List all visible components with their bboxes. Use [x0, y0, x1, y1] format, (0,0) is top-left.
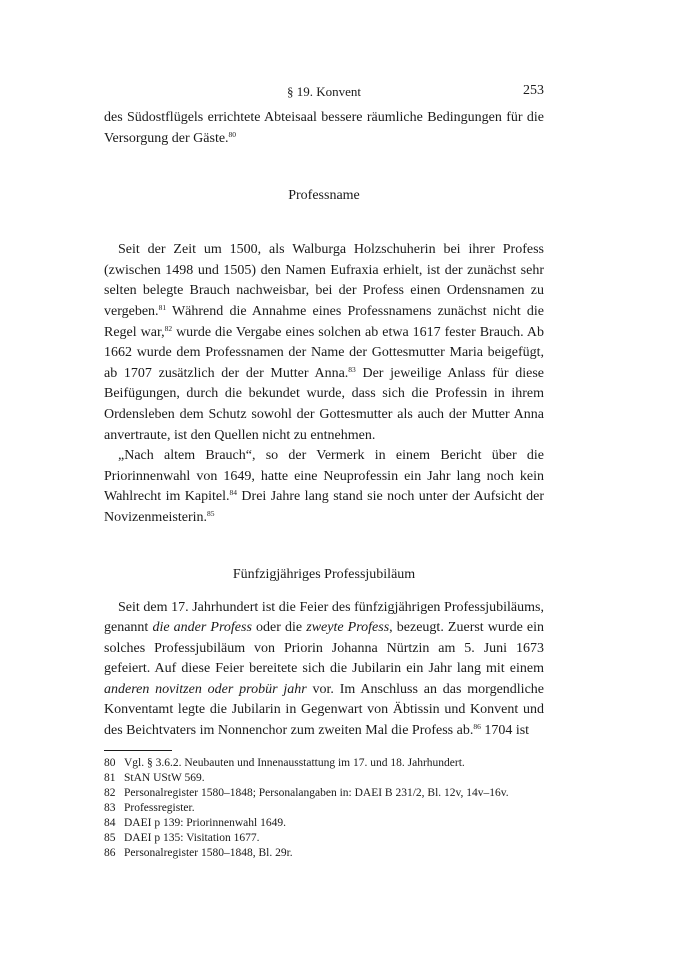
footnote-ref: 84 [229, 488, 238, 498]
text-run: wurde die Vergabe eines solchen ab etwa 1617 fester Brauch. Ab 1662 wurde dem Professnamen der Name der Gottesmutter Maria beigefügt, ab 1707 zusätzlich der der Mutter Anna. [104, 324, 544, 381]
footnote-text: Personalregister 1580–1848, Bl. 29r. [124, 847, 293, 860]
footnote [104, 816, 544, 831]
footnote-text: DAEI p 135: Visitation 1677. [124, 832, 260, 845]
footnote [104, 801, 544, 816]
footnote-text: Vgl. § 3.6.2. Neubauten und Innenausstattung im 17. und 18. Jahrhundert. [124, 756, 465, 769]
running-title: § 19. Konvent [286, 84, 362, 99]
section-heading-professname: Professname [288, 188, 360, 204]
footnote-number: 80 [104, 756, 116, 769]
text-run: Seit der Zeit um 1500, als Walburga Holzschuherin bei ihrer Profess (zwischen 1498 und 1505) den Namen Eufraxia erhielt, ist der zunächst sehr selten belegte Brauch nachweisbar, bei der Profess einen Ordensnamen zu vergeben. [104, 242, 544, 319]
footnote-number: 84 [104, 817, 116, 830]
footnote-number: 81 [104, 771, 116, 784]
footnote-ref: 80 [228, 129, 237, 139]
footnote-number: 85 [104, 832, 116, 845]
running-header [104, 80, 544, 102]
footnote [104, 771, 544, 786]
book-page [104, 80, 544, 861]
text-run: Während die Annahme eines Professnamens zunächst nicht die Regel war, [104, 303, 544, 340]
text-run: oder die [251, 620, 307, 636]
footnote-text: DAEI p 139: Priorinnenwahl 1649. [124, 817, 286, 830]
footnote-ref: 85 [207, 508, 215, 518]
text-run: Der jeweilige Anlass für diese Beifügungen, durch die bekundet wurde, dass sich die Professin in ihrem Ordensleben dem Schutz sowohl der Gottesmutter als auch der Mutter Anna anvertraute, ist den Quellen nicht zu entnehmen. [104, 365, 544, 443]
text-run: 1704 ist [480, 723, 530, 739]
footnote-number: 82 [104, 786, 116, 799]
paragraph-professname-2 [104, 446, 544, 528]
footnote-text: Professregister. [124, 801, 195, 814]
footnote-number: 86 [104, 847, 116, 860]
footnote-ref: 83 [348, 364, 356, 374]
footnote-number: 83 [104, 801, 116, 814]
footnotes [104, 756, 544, 862]
text-run: „Nach altem Brauch“, so der Vermerk in einem Bericht über die Priorinnenwahl von 1649, hatte eine Neuprofessin ein Jahr lang noch kein Wahlrecht im Kapitel. [104, 448, 544, 505]
footnote [104, 846, 544, 861]
italic-quote: die ander Profess [152, 620, 252, 636]
footnote-ref: 82 [164, 323, 173, 333]
footnote [104, 786, 544, 801]
intro-paragraph [104, 108, 544, 149]
page-number: 253 [523, 83, 544, 98]
footnote-text: StAN UStW 569. [124, 771, 205, 784]
text-run: , bezeugt. Zuerst wurde ein solches Professjubiläum von Priorin Johanna Nürtzin am 5. Juni 1673 gefeiert. Auf diese Feier bereitete sich die Jubilarin ein Jahr lang mit einem [104, 620, 545, 677]
footnote-rule [104, 750, 172, 751]
text-run: des Südostflügels errichtete Abteisaal bessere räumliche Bedingungen für die Versorgung der Gäste. [104, 110, 544, 146]
footnote [104, 756, 544, 771]
footnote-text: Personalregister 1580–1848; Personalangaben in: DAEI B 231/2, Bl. 12v, 14v–16v. [124, 786, 509, 799]
text-run: Seit dem 17. Jahrhundert ist die Feier des fünfzigjährigen Professjubiläums, genannt [104, 599, 544, 636]
footnote-ref: 86 [473, 722, 481, 732]
text-run: Drei Jahre lang stand sie noch unter der Aufsicht der Novizenmeisterin. [104, 489, 545, 525]
footnote [104, 831, 544, 846]
paragraph-jubilaeum-1 [104, 598, 544, 742]
italic-quote: zweyte Profess [306, 620, 390, 636]
footnote-ref: 81 [158, 302, 167, 312]
text-run: vor. Im Anschluss an das morgendliche Konventamt legte die Jubilarin in Gegenwart von Äbtissin und Konvent und des Beichtvaters im Nonnenchor zum zweiten Mal die Profess ab. [104, 681, 544, 739]
paragraph-professname-1 [104, 240, 544, 446]
italic-quote: anderen novitzen oder probür jahr [104, 681, 307, 697]
section-heading-jubilaeum: Fünfzigjähriges Professjubiläum [232, 566, 416, 582]
